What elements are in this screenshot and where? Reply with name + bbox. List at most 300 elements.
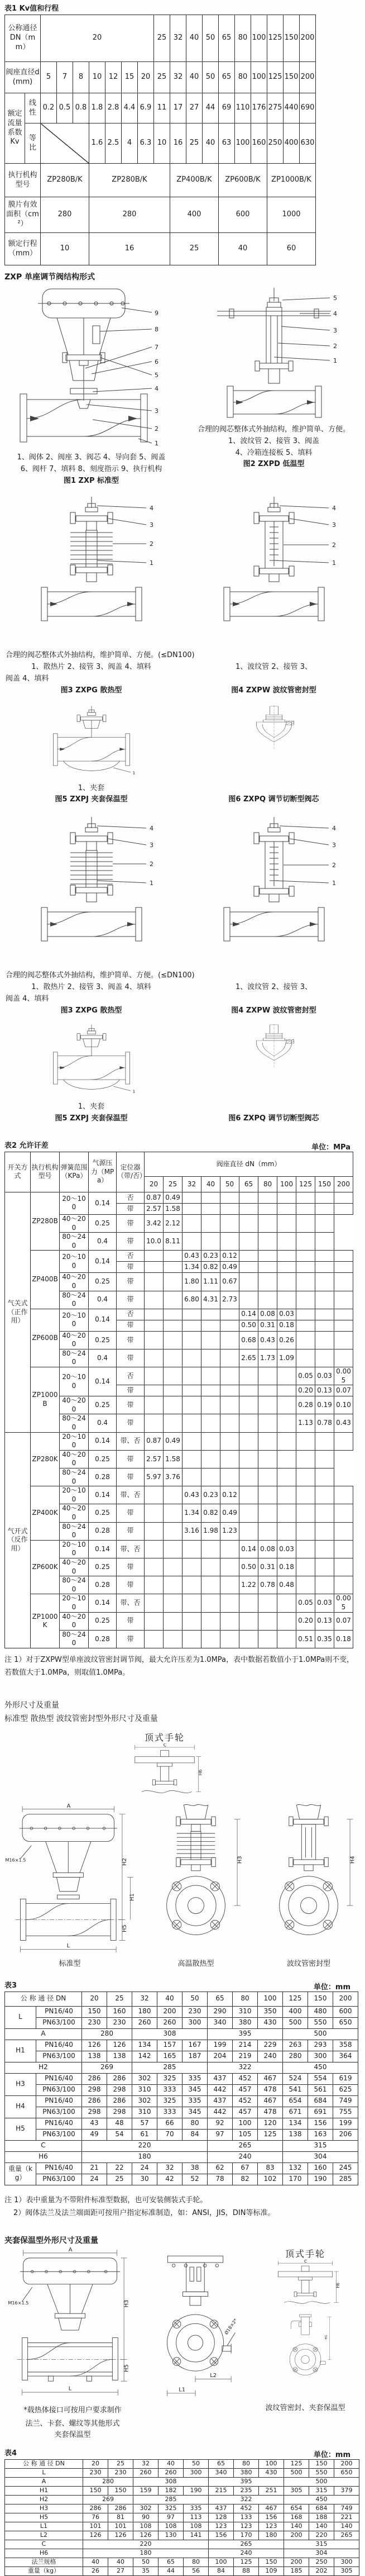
data-cell: 1.58 — [164, 1203, 182, 1214]
header-cell: 气开式（反作用） — [5, 1432, 31, 1648]
data-cell — [182, 1432, 201, 1450]
fig3-parts: 1、散热片 2、接管 3、阀盖 4、填料 — [31, 663, 151, 672]
data-cell: 26 — [83, 2567, 108, 2576]
data-cell — [277, 1468, 296, 1486]
data-cell: 0.14 — [89, 1192, 117, 1214]
data-cell — [220, 1203, 239, 1214]
data-cell: 286 — [82, 2095, 107, 2107]
data-cell — [334, 1540, 353, 1558]
jacket-note-line2: 法兰、卡套、螺纹等其他形式 — [25, 2419, 120, 2428]
dim-label-m16: M16×1.5 — [5, 1857, 26, 1863]
data-cell — [239, 1432, 258, 1450]
data-cell: 40 — [186, 15, 203, 62]
data-cell: 0.18 — [277, 1320, 296, 1331]
data-cell: 66 — [157, 2118, 182, 2129]
data-cell: 0.20 — [296, 1385, 315, 1396]
data-cell: 245 — [333, 2162, 358, 2174]
dims-heading: 外形尺寸及重量 — [4, 1700, 59, 1710]
data-cell — [239, 1504, 258, 1522]
data-cell — [277, 1192, 296, 1203]
dim-label-h5: H5 — [123, 2364, 130, 2373]
data-cell: 400 — [170, 197, 219, 233]
data-cell: 38 — [182, 2162, 208, 2174]
fig6-caption: 图6 ZXPQ 调节切断型阀芯 — [228, 1114, 319, 1123]
fig4-parts-cont: 阀盖 4、填料 — [6, 994, 49, 1003]
data-cell — [220, 1468, 239, 1486]
data-cell: 550 — [309, 2469, 334, 2478]
data-cell: 340 — [209, 2469, 234, 2478]
data-cell: 230 — [108, 2469, 133, 2478]
data-cell — [220, 1558, 239, 1576]
data-cell: 749 — [333, 2095, 358, 2107]
header-cell: H4 — [5, 2095, 36, 2118]
data-cell: 1.80 — [182, 1273, 201, 1291]
data-cell: 150 — [259, 2558, 284, 2567]
data-cell: 395 — [208, 2028, 283, 2040]
data-cell — [315, 1522, 334, 1540]
data-cell — [201, 1576, 220, 1594]
data-cell: 100 — [209, 2558, 234, 2567]
data-cell: 25 — [164, 1176, 182, 1192]
data-cell: 0.03 — [315, 1594, 334, 1612]
data-cell: 带 — [117, 1576, 145, 1594]
data-cell — [277, 1291, 296, 1309]
data-cell: 32 — [132, 1992, 157, 2006]
data-cell — [334, 1432, 353, 1450]
data-cell: 20～100 — [60, 1432, 89, 1450]
data-cell: 140 — [309, 2522, 334, 2531]
data-cell: 480 — [308, 2006, 333, 2017]
header-cell: 公 称 通 径 DN — [5, 2460, 83, 2469]
data-cell: 27 — [186, 93, 203, 123]
data-cell — [315, 1273, 334, 1291]
data-cell — [182, 1331, 201, 1349]
data-cell: 0.31 — [258, 1558, 277, 1576]
data-cell: 159 — [133, 2487, 159, 2496]
data-cell: 80 — [234, 2460, 259, 2469]
data-cell — [239, 1450, 258, 1468]
data-cell — [334, 1331, 353, 1349]
data-cell: 335 — [184, 2504, 209, 2513]
data-cell: 20 — [83, 2460, 108, 2469]
header-cell: 阀座直径d(mm) — [5, 62, 41, 93]
header-cell: 重量（kg） — [5, 2162, 36, 2185]
data-cell — [334, 1576, 353, 1594]
header-cell: 重量（kg） — [5, 2567, 83, 2576]
data-cell: 44 — [203, 93, 219, 123]
table2-allowable-pressure — [4, 1152, 353, 1648]
data-cell: 302 — [132, 2073, 157, 2084]
data-cell: 0.28 — [89, 1468, 117, 1486]
data-cell — [201, 1396, 220, 1414]
data-cell — [315, 1192, 334, 1203]
data-cell: 625 — [333, 2084, 358, 2095]
header-cell: H1 — [5, 2487, 83, 2496]
data-cell: 30 — [132, 2174, 157, 2185]
data-cell: 90 — [133, 2513, 159, 2522]
data-cell: 带 — [117, 1558, 145, 1576]
leader-number: 3 — [333, 327, 337, 334]
data-cell: 0.13 — [315, 1385, 334, 1396]
data-cell — [296, 1192, 315, 1203]
table1-title: 表1 Kv值和行程 — [4, 4, 59, 13]
data-cell — [277, 1251, 296, 1262]
data-cell: 20～100 — [60, 1540, 89, 1558]
data-cell: 0.18 — [334, 1630, 353, 1648]
data-cell: 24 — [132, 2162, 157, 2174]
data-cell: 0.43 — [182, 1251, 201, 1262]
data-cell — [296, 1233, 315, 1251]
header-cell: ZP280B — [31, 1192, 60, 1250]
data-cell — [258, 1251, 277, 1262]
data-cell: 269 — [82, 2062, 132, 2073]
data-cell: 230 — [182, 2006, 208, 2017]
header-cell: ZP600B — [31, 1309, 60, 1367]
data-cell: 109 — [259, 2567, 284, 2576]
data-cell — [201, 1450, 220, 1468]
data-cell — [145, 1504, 164, 1522]
data-cell: 0.23 — [201, 1251, 220, 1262]
data-cell: 78 — [208, 2174, 233, 2185]
dim-label-l: L — [68, 2385, 72, 2392]
data-cell — [239, 1291, 258, 1309]
fig2-intro: 合理的阀芯整体式外抽结构，维护简单、方便。 — [197, 425, 350, 434]
data-cell: 650 — [334, 2469, 359, 2478]
data-cell — [220, 1432, 239, 1450]
data-cell — [182, 1309, 201, 1320]
data-cell: 128 — [209, 2513, 234, 2522]
data-cell: 0.87 — [145, 1432, 164, 1450]
data-cell: 102 — [258, 2174, 283, 2185]
data-cell — [258, 1192, 277, 1203]
data-cell: 126 — [83, 2531, 108, 2540]
data-cell: 40～200 — [60, 1396, 89, 1414]
data-cell: 0.28 — [89, 1522, 117, 1540]
data-cell — [334, 1192, 353, 1203]
data-cell — [220, 1450, 239, 1468]
data-cell: 0.28 — [89, 1576, 117, 1594]
data-cell: 298 — [107, 2107, 132, 2118]
zxpq-plug-diagram — [190, 705, 358, 783]
data-cell: 250 — [309, 2558, 334, 2567]
table2-note-line2: 若数值大于1.0MPa，则取值1.0MPa。 — [4, 1669, 130, 1677]
structure-heading: ZXP 单座调节阀结构形式 — [4, 273, 95, 282]
data-cell: 684 — [309, 2504, 334, 2513]
data-cell: 219 — [233, 2051, 258, 2062]
data-cell: 325 — [157, 2095, 182, 2107]
data-cell: 125 — [234, 2558, 259, 2567]
data-cell: 8 — [73, 62, 89, 93]
data-cell: 156 — [308, 2118, 333, 2129]
data-cell: 400 — [284, 123, 300, 164]
data-cell: 0.25 — [89, 1558, 117, 1576]
data-cell: 100 — [259, 2460, 284, 2469]
data-cell: 240 — [258, 2051, 283, 2062]
data-cell: 300 — [182, 2017, 208, 2028]
data-cell: 2.12 — [164, 1214, 182, 1232]
data-cell — [182, 1450, 201, 1468]
data-cell: 84 — [182, 2129, 208, 2140]
data-cell: 100 — [258, 1992, 283, 2006]
data-cell: 286 — [107, 2095, 132, 2107]
data-cell: 20～100 — [60, 1192, 89, 1214]
data-cell: 180 — [82, 2151, 208, 2162]
data-cell: 0.005 — [334, 1367, 353, 1385]
data-cell: 0.14 — [89, 1486, 117, 1504]
data-cell: 63 — [219, 123, 235, 164]
data-cell — [334, 1558, 353, 1576]
data-cell — [277, 1630, 296, 1648]
data-cell: 263 — [283, 2040, 308, 2051]
data-cell: 290 — [208, 2006, 233, 2017]
data-cell — [258, 1450, 277, 1468]
data-cell: 76 — [83, 2513, 108, 2522]
data-cell: 310 — [132, 2107, 157, 2118]
data-cell: 52 — [182, 2174, 208, 2185]
data-cell: 1.11 — [201, 1273, 220, 1291]
data-cell: 125 — [296, 1176, 315, 1192]
data-cell: 40～200 — [60, 1612, 89, 1630]
data-cell: 60 — [267, 233, 316, 265]
data-cell: 0.25 — [89, 1214, 117, 1232]
header-cell: PN63/100 — [36, 2084, 82, 2095]
data-cell: 165 — [157, 2051, 182, 2062]
data-cell: 345 — [182, 2084, 208, 2095]
data-cell: 80～240 — [60, 1522, 89, 1540]
data-cell: 100 — [251, 15, 267, 62]
data-cell: 170 — [234, 2531, 259, 2540]
data-cell — [334, 1504, 353, 1522]
data-cell — [201, 1558, 220, 1576]
data-cell: 478 — [258, 2107, 283, 2118]
data-cell: 43 — [82, 2118, 107, 2129]
data-cell — [258, 1468, 277, 1486]
data-cell: 1.8 — [89, 93, 105, 123]
data-cell: 40 — [219, 233, 267, 265]
jacket-handwheel-diagram — [252, 2260, 358, 2313]
data-cell: 25 — [107, 1992, 132, 2006]
data-cell — [315, 1203, 334, 1214]
data-cell — [182, 1192, 201, 1203]
data-cell — [201, 1214, 220, 1232]
data-cell — [182, 1203, 201, 1214]
data-cell — [220, 1414, 239, 1432]
data-cell: 150 — [284, 62, 300, 93]
data-cell — [145, 1262, 164, 1273]
data-cell — [201, 1331, 220, 1349]
header-cell: H5 — [5, 2513, 83, 2522]
data-cell — [182, 1612, 201, 1630]
header-cell: PN16/40 — [36, 2040, 82, 2051]
data-cell: 带、否 — [117, 1594, 145, 1612]
data-cell: 0.19 — [315, 1396, 334, 1414]
fig5-part: 1、夹套 — [78, 1102, 105, 1111]
data-cell: 156 — [209, 2531, 234, 2540]
data-cell — [182, 1558, 201, 1576]
header-cell: H3 — [5, 2073, 36, 2095]
data-cell — [277, 1273, 296, 1291]
dim-label-m16: M16×1.5 — [8, 2300, 29, 2306]
data-cell — [239, 1486, 258, 1504]
data-cell: 600 — [219, 197, 267, 233]
data-cell: 285 — [133, 2496, 209, 2504]
data-cell: 40～200 — [60, 1504, 89, 1522]
table3-note-line2: 2）阀体法兰及法兰端面距可按用户指定标准制造，如：ANSI，JIS，DIN等标准。 — [13, 2209, 275, 2217]
header-cell: 气关式（正作用） — [5, 1192, 31, 1432]
fig4-caption: 图4 ZXPW 波纹管密封型 — [231, 686, 316, 695]
data-cell: 630 — [300, 123, 316, 164]
data-cell: 304 — [283, 2151, 358, 2162]
header-cell: ZP280K — [31, 1432, 60, 1486]
data-cell: 0.35 — [315, 1630, 334, 1648]
top-handwheel-label: 顶式手轮 — [144, 1732, 185, 1743]
fig2-parts-line1: 1、波纹管 2、接管 3、阀盖 — [228, 436, 320, 445]
data-cell — [201, 1612, 220, 1630]
data-cell: 200 — [284, 2558, 309, 2567]
data-cell: 1.13 — [296, 1414, 315, 1432]
data-cell: 25 — [170, 233, 219, 265]
outline-caption-standard: 标准型 — [59, 1959, 81, 1968]
data-cell: 0.03 — [277, 1540, 296, 1558]
data-cell — [296, 1432, 315, 1450]
data-cell: 500 — [284, 2469, 309, 2478]
data-cell — [145, 1396, 164, 1414]
data-cell: 749 — [334, 2504, 359, 2513]
data-cell: ZP280B/K — [41, 164, 89, 197]
data-cell: 65 — [159, 2558, 184, 2567]
data-cell: 70 — [157, 2129, 182, 2140]
data-cell — [334, 1349, 353, 1367]
data-cell: 0.07 — [334, 1385, 353, 1396]
data-cell: 554 — [308, 2073, 333, 2084]
header-cell: 等比 — [25, 123, 41, 164]
data-cell — [239, 1396, 258, 1414]
data-cell: 298 — [82, 2084, 107, 2095]
data-cell: 0.25 — [89, 1612, 117, 1630]
data-cell: 125 — [267, 15, 284, 62]
header-cell: ZP400B — [31, 1251, 60, 1309]
data-cell: 0.25 — [89, 1450, 117, 1468]
data-cell: 260 — [133, 2469, 159, 2478]
data-cell — [145, 1540, 164, 1558]
data-cell: 230 — [82, 2017, 107, 2028]
data-cell: 130 — [159, 2531, 184, 2540]
header-cell: PN63/100 — [36, 2174, 82, 2185]
data-cell: 150 — [315, 1176, 334, 1192]
data-cell: 345 — [182, 2107, 208, 2118]
data-cell — [239, 1385, 258, 1396]
data-cell: 1.23 — [220, 1522, 239, 1540]
data-cell — [164, 1273, 182, 1291]
data-cell: 200 — [284, 2531, 309, 2540]
data-cell: ZP1000B/K — [267, 164, 316, 197]
data-cell — [145, 1594, 164, 1612]
data-cell — [258, 1522, 277, 1540]
data-cell: 0.25 — [89, 1504, 117, 1522]
dim-label-a: A — [68, 2247, 73, 2254]
zxpw-bellows-valve-diagram — [190, 493, 358, 650]
data-cell: 0.48 — [277, 1576, 296, 1594]
dim-label-l1: L1 — [179, 2387, 186, 2393]
data-cell — [239, 1251, 258, 1262]
data-cell — [315, 1320, 334, 1331]
data-cell: 110 — [235, 93, 251, 123]
data-cell — [334, 1203, 353, 1214]
data-cell — [201, 1432, 220, 1450]
outline-caption-radiator: 高温散热型 — [177, 1959, 214, 1968]
data-cell — [277, 1396, 296, 1414]
data-cell: 285 — [333, 2174, 358, 2185]
data-cell — [201, 1367, 220, 1385]
data-cell: 65 — [239, 1176, 258, 1192]
data-cell: 带 — [117, 1214, 145, 1232]
data-cell — [164, 1504, 182, 1522]
data-cell: 561 — [308, 2084, 333, 2095]
data-cell: 65 — [208, 1992, 233, 2006]
data-cell: 0.28 — [296, 1396, 315, 1414]
data-cell: 带 — [117, 1504, 145, 1522]
data-cell: 0.14 — [239, 1540, 258, 1558]
data-cell — [145, 1612, 164, 1630]
data-cell: 50 — [133, 2558, 159, 2567]
data-cell: 1.22 — [239, 1576, 258, 1594]
fig5-part: 1、夹套 — [78, 783, 105, 792]
header-cell: ZP1000B — [31, 1367, 60, 1433]
data-cell: 300 — [184, 2469, 209, 2478]
data-cell — [220, 1576, 239, 1594]
data-cell: 163 — [308, 2129, 333, 2140]
data-cell — [315, 1540, 334, 1558]
leader-number: 1 — [333, 357, 337, 364]
data-cell: 190 — [308, 2174, 333, 2185]
data-cell — [220, 1214, 239, 1232]
data-cell: 265 — [334, 2531, 359, 2540]
data-cell: 20 — [82, 1992, 107, 2006]
data-cell — [201, 1192, 220, 1203]
fig6-spacer — [272, 783, 275, 795]
data-cell — [334, 1486, 353, 1504]
data-cell — [239, 1273, 258, 1291]
data-cell — [315, 1309, 334, 1320]
data-cell — [182, 1594, 201, 1612]
data-cell: 80 — [182, 2118, 208, 2129]
data-cell: 42 — [157, 2174, 182, 2185]
data-cell: 251 — [259, 2487, 284, 2496]
data-cell: 0.49 — [164, 1192, 182, 1203]
header-cell: PN16/40 — [36, 2162, 82, 2174]
header-cell: A — [5, 2028, 82, 2040]
data-cell: 带 — [117, 1291, 145, 1309]
data-cell — [164, 1262, 182, 1273]
header-cell: C — [5, 2540, 83, 2549]
data-cell: 150 — [309, 2460, 334, 2469]
data-cell: 0.07 — [334, 1612, 353, 1630]
data-cell — [239, 1192, 258, 1203]
data-cell — [277, 1522, 296, 1540]
data-cell — [201, 1233, 220, 1251]
data-cell: 187 — [182, 2051, 208, 2062]
leader-number: 5 — [154, 372, 159, 379]
data-cell: 150 — [108, 2487, 133, 2496]
data-cell: 10 — [154, 123, 170, 164]
header-cell: 公 称 通 径 DN — [5, 1992, 82, 2006]
data-cell: 0.49 — [220, 1504, 239, 1522]
data-cell: 430 — [259, 2469, 284, 2478]
fig2-caption: 图2 ZXPD 低温型 — [243, 460, 305, 469]
header-cell: PN16/40 — [36, 2095, 82, 2107]
data-cell — [220, 1320, 239, 1331]
data-cell: 437 — [208, 2095, 233, 2107]
